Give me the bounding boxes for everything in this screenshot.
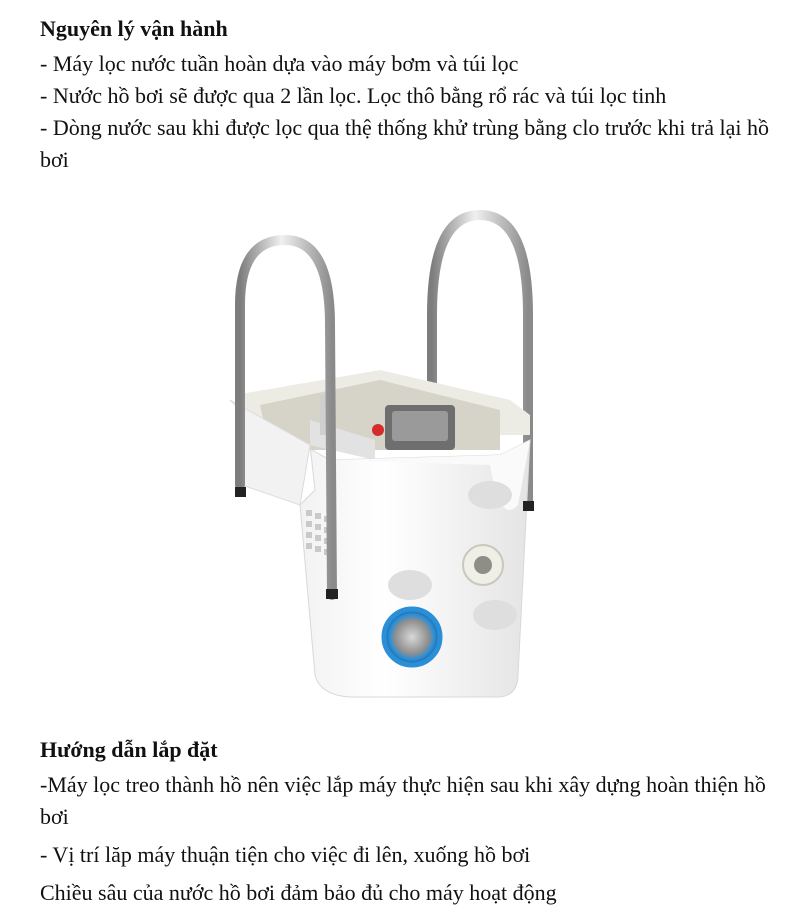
installation-line-3: Chiều sâu của nước hồ bơi đảm bảo đủ cho máy hoạt động	[40, 880, 557, 905]
pool-filter-product-image	[200, 205, 580, 715]
operation-heading: Nguyên lý vận hành	[40, 16, 228, 41]
operation-line-2: - Nước hồ bơi sẽ được qua 2 lần lọc. Lọc thô bằng rổ rác và túi lọc tinh	[40, 83, 667, 108]
installation-heading: Hướng dẫn lắp đặt	[40, 737, 218, 762]
installation-line-2: - Vị trí lăp máy thuận tiện cho việc đi lên, xuống hồ bơi	[40, 842, 531, 867]
installation-section	[40, 735, 790, 915]
operation-section	[40, 14, 790, 176]
installation-line-1: -Máy lọc treo thành hồ nên việc lắp máy thực hiện sau khi xây dựng hoàn thiện hồ bơi	[40, 772, 766, 829]
operation-line-1: - Máy lọc nước tuần hoàn dựa vào máy bơm và túi lọc	[40, 51, 519, 76]
operation-line-3: - Dòng nước sau khi được lọc qua thệ thống khử trùng bằng clo trước khi trả lại hồ bơi	[40, 115, 769, 172]
